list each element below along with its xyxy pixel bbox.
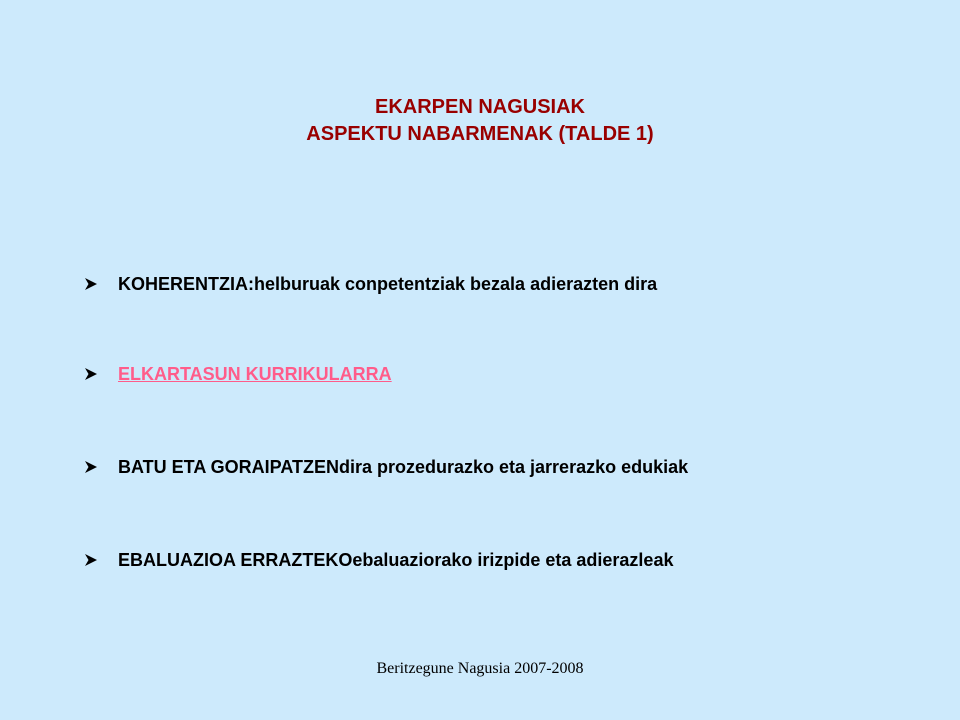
arrow-bullet-icon (84, 460, 98, 474)
bullet-text: ebaluaziorako irizpide eta adierazleak (352, 549, 674, 570)
bullet-lead: KOHERENTZIA: (118, 273, 254, 294)
bullet-lead: EBALUAZIOA ERRAZTEKO (118, 549, 353, 570)
elkartasun-kurrikularra-link[interactable]: ELKARTASUN KURRIKULARRA (118, 363, 392, 384)
bullet-item-ebaluazioa (84, 546, 673, 574)
arrow-bullet-icon (84, 367, 98, 381)
slide-footer: Beritzegune Nagusia 2007-2008 (376, 660, 584, 677)
arrow-bullet-icon (84, 553, 98, 567)
title-line-2: ASPEKTU NABARMENAK (TALDE 1) (306, 123, 654, 145)
bullet-lead: BATU ETA GORAIPATZEN (118, 456, 339, 477)
bullet-text: helburuak conpetentziak bezala adierazten dira (254, 273, 658, 294)
bullet-item-koherentzia (84, 270, 657, 298)
bullet-text: dira prozedurazko eta jarrerazko edukiak (338, 456, 689, 477)
arrow-bullet-icon (84, 277, 98, 291)
bullet-item-elkartasun (84, 360, 392, 388)
slide-title (0, 94, 960, 148)
bullet-item-batu (84, 453, 688, 481)
title-line-1: EKARPEN NAGUSIAK (374, 96, 586, 118)
